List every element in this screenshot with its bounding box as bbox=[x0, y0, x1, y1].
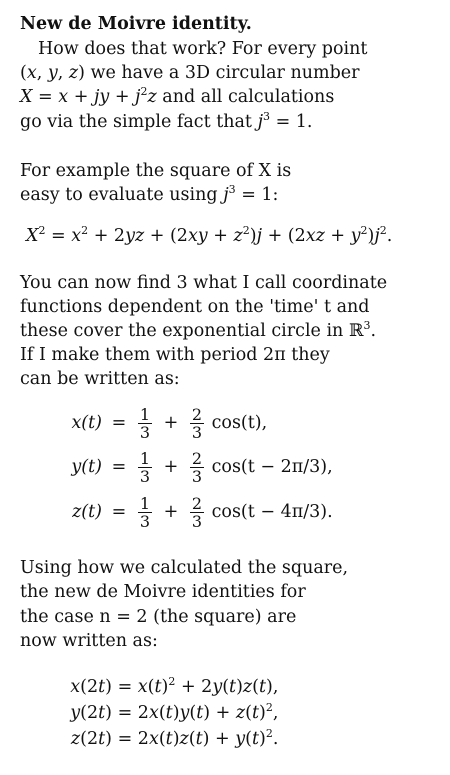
function-tail: cos(t − 2π/3), bbox=[211, 457, 333, 477]
para2-line2 bbox=[20, 184, 278, 206]
fraction: $\frac{1}{3}$ bbox=[139, 449, 151, 486]
para3-line2: functions dependent on the 'time' t and bbox=[20, 297, 370, 317]
function-tail: cos(t − 4π/3). bbox=[211, 502, 333, 522]
para3-line3-text: these cover the exponential circle in bbox=[20, 321, 344, 341]
fraction: $\frac{2}{3}$ bbox=[191, 405, 203, 442]
j-cubed-formula: $j^3 = 1$. bbox=[257, 110, 313, 132]
coordinate-function-x: x(t) = $\frac{1}{3}$ + $\frac{2}{3}$ cos(t), bbox=[32, 403, 267, 443]
para1-line3 bbox=[20, 86, 334, 108]
point-tuple: (x, y, z) bbox=[20, 63, 85, 83]
identity-x2t: $x(2t) = x(t)^2 + 2y(t)z(t)$, bbox=[70, 675, 279, 697]
para3-line3 bbox=[20, 320, 376, 342]
fraction: $\frac{1}{3}$ bbox=[139, 494, 151, 531]
para4-line3: the case n = 2 (the square) are bbox=[20, 607, 297, 627]
square-equation: $X^2 = x^2 + 2yz + (2xy + z^2)j + (2xz + y^2)j^2$. bbox=[26, 224, 393, 246]
para4-line1: Using how we calculated the square, bbox=[20, 558, 349, 578]
coordinate-function-y: y(t) = $\frac{1}{3}$ + $\frac{2}{3}$ cos(t − 2π/3), bbox=[32, 447, 333, 487]
para3-line5: can be written as: bbox=[20, 369, 180, 389]
identity-y2t: $y(2t) = 2x(t)y(t) + z(t)^2$, bbox=[70, 701, 279, 723]
function-lhs: x(t) bbox=[71, 413, 102, 433]
identity-z2t: $z(2t) = 2x(t)z(t) + y(t)^2$. bbox=[70, 727, 279, 749]
para2-line1: For example the square of X is bbox=[20, 161, 292, 181]
fraction: $\frac{2}{3}$ bbox=[191, 494, 203, 531]
circular-number-formula: X = x + jy + $j^2z$ bbox=[20, 85, 157, 107]
para1-line3-text: and all calculations bbox=[162, 87, 335, 107]
j-cubed-inline: $j^3 = 1$: bbox=[223, 183, 279, 205]
para2-line2-text: easy to evaluate using bbox=[20, 185, 218, 205]
document-title: New de Moivre identity. bbox=[20, 14, 252, 34]
para1-line4-text: go via the simple fact that bbox=[20, 112, 252, 132]
function-lhs: y(t) bbox=[71, 457, 102, 477]
fraction: $\frac{1}{3}$ bbox=[139, 405, 151, 442]
para4-line4: now written as: bbox=[20, 631, 158, 651]
para1-line2-text: we have a 3D circular number bbox=[90, 63, 360, 83]
r3-symbol: ℝ$^3$. bbox=[348, 319, 377, 341]
para1-line4 bbox=[20, 111, 313, 133]
fraction: $\frac{2}{3}$ bbox=[191, 449, 203, 486]
function-tail: cos(t), bbox=[211, 413, 268, 433]
coordinate-function-z: z(t) = $\frac{1}{3}$ + $\frac{2}{3}$ cos(t − 4π/3). bbox=[32, 492, 333, 532]
para1-line1: How does that work? For every point bbox=[38, 39, 368, 59]
para1-line2 bbox=[20, 62, 360, 84]
para3-line4: If I make them with period 2π they bbox=[20, 345, 330, 365]
function-lhs: z(t) bbox=[72, 502, 102, 522]
para4-line2: the new de Moivre identities for bbox=[20, 582, 306, 602]
para3-line1: You can now find 3 what I call coordinate bbox=[20, 273, 388, 293]
